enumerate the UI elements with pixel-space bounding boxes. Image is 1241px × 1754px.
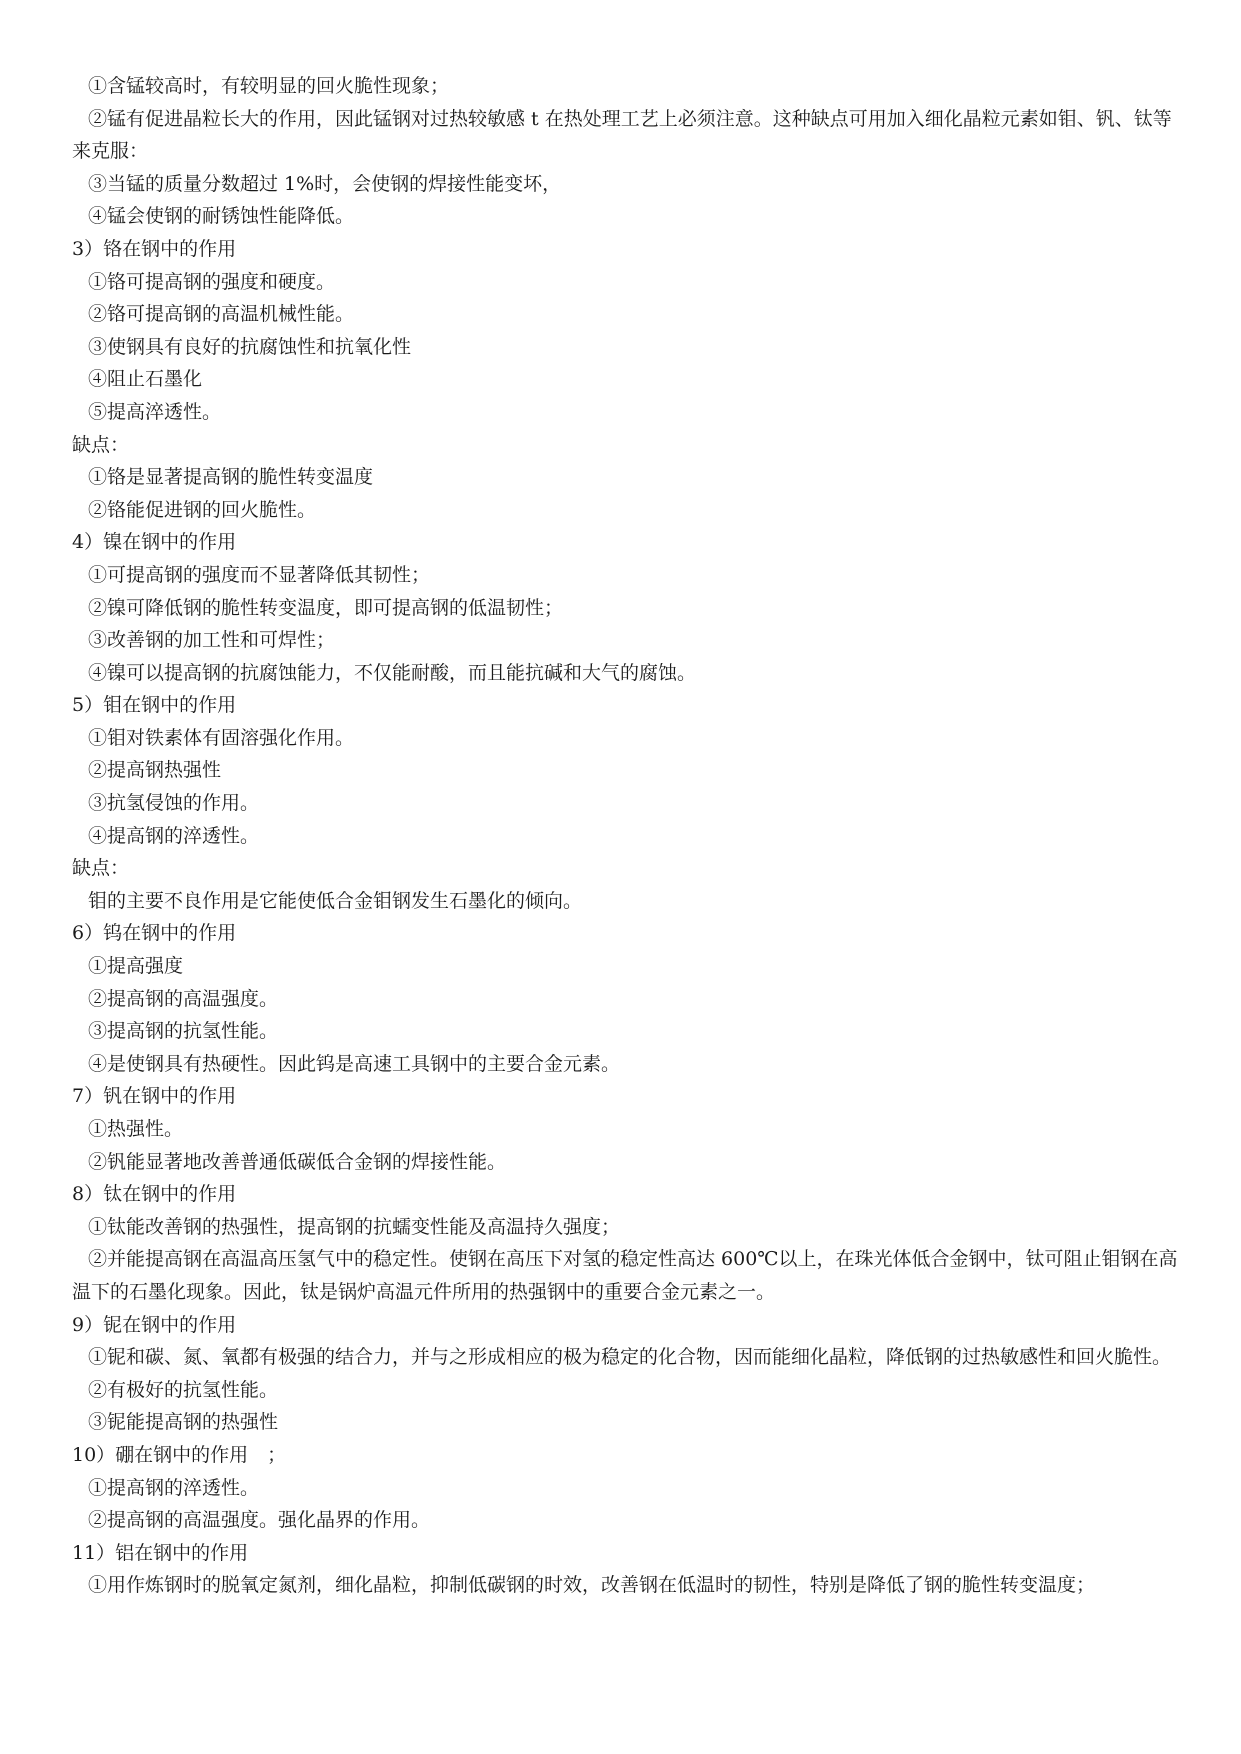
list-item: ②锰有促进晶粒长大的作用，因此锰钢对过热较敏感 t 在热处理工艺上必须注意。这种缺点可用加入细化晶粒元素如钼、钒、钛等来克服： bbox=[72, 107, 1172, 163]
document-body bbox=[72, 70, 1182, 1602]
list-item: ①热强性。 bbox=[88, 1118, 184, 1140]
list-item: ①铬可提高钢的强度和硬度。 bbox=[88, 270, 336, 293]
list-item: ②钒能显著地改善普通低碳低合金钢的焊接性能。 bbox=[88, 1150, 507, 1173]
list-item: ①提高钢的淬透性。 bbox=[88, 1476, 260, 1499]
section-heading: 9）铌在钢中的作用 bbox=[72, 1313, 237, 1336]
list-item: ②提高钢热强性 bbox=[88, 759, 222, 782]
list-item: ①钛能改善钢的热强性，提高钢的抗蠕变性能及高温持久强度； bbox=[88, 1215, 621, 1238]
list-item: ②并能提高钢在高温高压氢气中的稳定性。使钢在高压下对氢的稳定性高达 600℃以上，在珠光体低合金钢中，钛可阻止钼钢在高温下的石墨化现象。因此，钛是锅炉高温元件所用的热强钢中的重要合金元素之一。 bbox=[72, 1248, 1178, 1303]
list-item: ③抗氢侵蚀的作用。 bbox=[88, 792, 260, 815]
section-heading: 11）铝在钢中的作用 bbox=[72, 1541, 249, 1564]
list-item: ④提高钢的淬透性。 bbox=[88, 824, 260, 847]
section-heading: 3）铬在钢中的作用 bbox=[72, 237, 237, 260]
list-item: ③铌能提高钢的热强性 bbox=[88, 1411, 279, 1434]
section-heading: 4）镍在钢中的作用 bbox=[72, 531, 237, 554]
list-item: ③使钢具有良好的抗腐蚀性和抗氧化性 bbox=[88, 335, 412, 358]
section-heading: 10）硼在钢中的作用 ； bbox=[72, 1443, 287, 1466]
list-item: 钼的主要不良作用是它能使低合金钼钢发生石墨化的倾向。 bbox=[88, 889, 583, 912]
list-item: ④阻止石墨化 bbox=[88, 368, 203, 391]
list-item: ①含锰较高时，有较明显的回火脆性现象； bbox=[88, 75, 450, 97]
list-item: ①铬是显著提高钢的脆性转变温度 bbox=[88, 466, 374, 489]
list-item: ①用作炼钢时的脱氧定氮剂，细化晶粒，抑制低碳钢的时效，改善钢在低温时的韧性，特别是降低了钢的脆性转变温度； bbox=[88, 1574, 1096, 1597]
list-item: ②有极好的抗氢性能。 bbox=[88, 1378, 279, 1401]
list-item: ③改善钢的加工性和可焊性； bbox=[88, 629, 336, 652]
section-heading: 6）钨在钢中的作用 bbox=[72, 922, 237, 945]
list-item: ④镍可以提高钢的抗腐蚀能力，不仅能耐酸，而且能抗碱和大气的腐蚀。 bbox=[88, 661, 697, 684]
section-heading: 7）钒在钢中的作用 bbox=[72, 1085, 237, 1108]
list-item: ②镍可降低钢的脆性转变温度，即可提高钢的低温韧性； bbox=[88, 596, 564, 619]
list-item: ④是使钢具有热硬性。因此钨是高速工具钢中的主要合金元素。 bbox=[88, 1052, 621, 1075]
list-item: ①提高强度 bbox=[88, 955, 184, 978]
list-item: ②铬能促进钢的回火脆性。 bbox=[88, 498, 317, 521]
list-item: ②提高钢的高温强度。 bbox=[88, 987, 279, 1010]
list-item: ⑤提高淬透性。 bbox=[88, 400, 222, 423]
list-item: ①铌和碳、氮、氧都有极强的结合力，并与之形成相应的极为稳定的化合物，因而能细化晶粒，降低钢的过热敏感性和回火脆性。 bbox=[88, 1346, 1172, 1369]
section-heading: 缺点： bbox=[72, 433, 130, 456]
section-heading: 8）钛在钢中的作用 bbox=[72, 1183, 237, 1206]
section-heading: 缺点： bbox=[72, 857, 130, 880]
list-item: ①可提高钢的强度而不显著降低其韧性； bbox=[88, 563, 431, 586]
section-heading: 5）钼在钢中的作用 bbox=[72, 694, 237, 717]
list-item: ②提高钢的高温强度。强化晶界的作用。 bbox=[88, 1509, 431, 1532]
list-item: ①钼对铁素体有固溶强化作用。 bbox=[88, 726, 355, 749]
list-item: ③当锰的质量分数超过 1%时，会使钢的焊接性能变坏， bbox=[88, 172, 562, 195]
list-item: ③提高钢的抗氢性能。 bbox=[88, 1020, 279, 1043]
list-item: ②铬可提高钢的高温机械性能。 bbox=[88, 303, 355, 326]
list-item: ④锰会使钢的耐锈蚀性能降低。 bbox=[88, 205, 355, 228]
